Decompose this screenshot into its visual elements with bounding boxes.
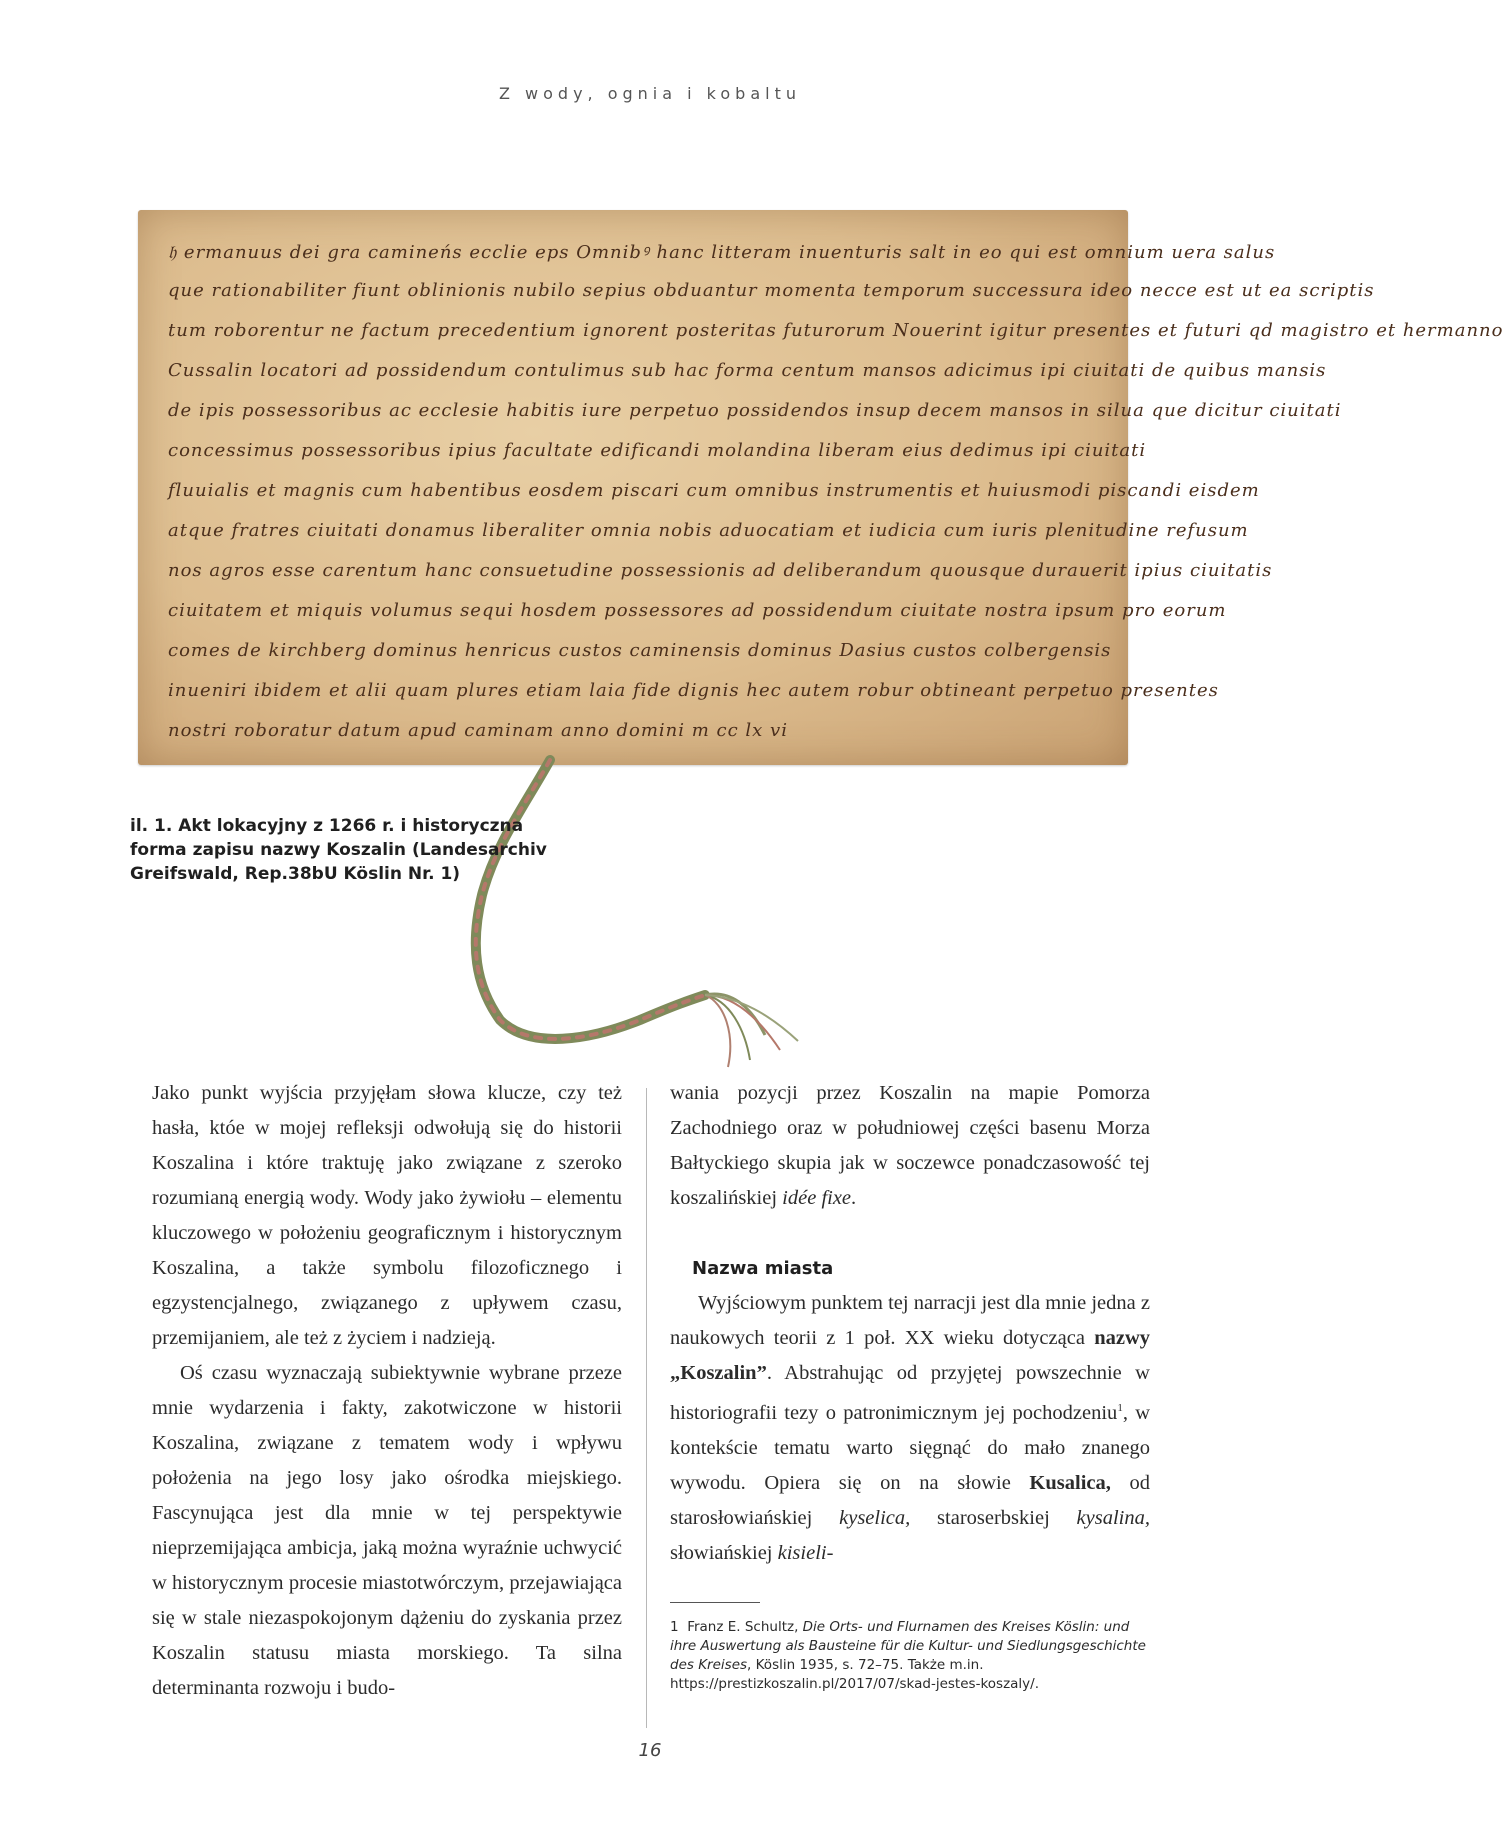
script-line-decoration: Cussalin locatori ad possidendum contulimus sub hac forma centum mansos adicimus ipi ciuitati de quibus mansis bbox=[168, 360, 1327, 381]
script-line-decoration: nostri roboratur datum apud caminam anno domini m cc lx vi bbox=[168, 720, 788, 741]
seal-cord-image bbox=[130, 205, 1504, 1075]
script-line-decoration: comes de kirchberg dominus henricus custos caminensis dominus Dasius custos colbergensis bbox=[168, 640, 1112, 661]
script-line-decoration: atque fratres ciuitati donamus liberaliter omnia nobis aduocatiam et iudicia cum iuris plenitudine refusum bbox=[168, 520, 1249, 541]
script-line-decoration: que rationabiliter fiunt oblinionis nubilo sepius obduantur momenta temporum successura ideo necce est ut ea scriptis bbox=[168, 280, 1375, 301]
script-line-decoration: concessimus possessoribus ipius facultate edificandi molandina liberam eius dedimus ipi ciuitati bbox=[168, 440, 1147, 461]
footnote-reference[interactable]: 1 bbox=[1117, 1402, 1123, 1414]
body-paragraph: Oś czasu wyznaczają subiektywnie wybrane przeze mnie wydarzenia i fakty, zakotwiczone w historii Koszalina, związane z tematem wody i wpływu położenia na jego losy jako ośrodka miejskiego. Fascynująca jest dla mnie w tej perspektywie nieprzemijająca ambicja, jaką można wyraźnie uchwycić w historycznym procesie miastotwórczym, przejawiająca się w stale niezaspokojonym dążeniu do zyskania przez Koszalin statusu miasta morskiego. Ta silna determinanta rozwoju i budo- bbox=[152, 1362, 622, 1699]
footnote-rule bbox=[670, 1602, 760, 1603]
body-paragraph: Wyjściowym punktem tej narracji jest dla mnie jedna z naukowych teorii z 1 poł. XX wieku dotycząca nazwy „Koszalin”. Abstrahując od przyjętej powszechnie w historiografii tezy o patronimicznym jej pochodzeniu$^1$, w kontekście tematu warto sięgnąć do mało znanego wywodu. Opiera się on na słowie Kusalica, od starosłowiańskiej kyselica, staroserbskiej kysalina, słowiańskiej kisieli- bbox=[670, 1292, 1151, 1564]
figure-caption: il. 1. Akt lokacyjny z 1266 r. i historyczna forma zapisu nazwy Koszalin (Landesarchiv Greifswald, Rep.38bU Köslin Nr. 1) bbox=[130, 816, 547, 884]
script-line-decoration: fluuialis et magnis cum habentibus eosdem piscari cum omnibus instrumentis et huiusmodi piscandi eisdem bbox=[168, 480, 1260, 501]
script-line-decoration: nos agros esse carentum hanc consuetudine possessionis ad deliberandum quousque durauerit ipius ciuitatis bbox=[168, 560, 1273, 581]
script-line-decoration: 𝔥 ermanuus dei gra camineńs ecclie eps Omnibꝰ hanc litteram inuenturis salt in eo qui est omnium uera salus bbox=[168, 242, 1276, 263]
section-heading: Nazwa miasta bbox=[692, 1258, 834, 1279]
charter-figure bbox=[130, 205, 1504, 1075]
script-line-decoration: tum roborentur ne factum precedentium ignorent posteritas futurorum Nouerint igitur presentes et futuri qd magistro et hermanno bbox=[168, 320, 1504, 341]
right-column bbox=[670, 1076, 1150, 1571]
script-line-decoration: inueniri ibidem et alii quam plures etiam laia fide dignis hec autem robur obtineant perpetuo presentes bbox=[168, 680, 1219, 701]
script-line-decoration: ciuitatem et miquis volumus sequi hosdem possessores ad possidendum ciuitate nostra ipsum pro eorum bbox=[168, 600, 1227, 621]
page-number: 16 bbox=[638, 1740, 662, 1761]
body-paragraph: wania pozycji przez Koszalin na mapie Pomorza Zachodniego oraz w południowej części basenu Morza Bałtyckiego skupia jak w soczewce ponadczasowość tej koszalińskiej idée fixe. bbox=[670, 1082, 1150, 1209]
running-header: Z wody, ognia i kobaltu bbox=[499, 84, 801, 103]
script-line-decoration: de ipis possessoribus ac ecclesie habitis iure perpetuo possidendos insup decem mansos in silua que dicitur ciuitati bbox=[168, 400, 1342, 421]
footnote: 1 Franz E. Schultz, Die Orts- und Flurnamen des Kreises Köslin: und ihre Auswertung als Bausteine für die Kultur- und Siedlungsgeschichte des Kreises, Köslin 1935, s. 72–75. Także m.in. https://prestizkoszalin.pl/2017/07/skad-jestes-koszaly/. bbox=[670, 1619, 1146, 1692]
left-column bbox=[152, 1076, 622, 1706]
column-divider bbox=[646, 1088, 647, 1728]
body-paragraph: Jako punkt wyjścia przyjęłam słowa klucze, czy też hasła, któe w mojej refleksji odwołują się do historii Koszalina i które traktuję jako związane z szeroko rozumianą energią wody. Wody jako żywiołu – elementu kluczowego w położeniu geograficznym i historycznym Koszalina, a także symbolu filozoficznego i egzystencjalnego, związanego z upływem czasu, przemijaniem, ale też z życiem i nadzieją. bbox=[152, 1082, 622, 1349]
